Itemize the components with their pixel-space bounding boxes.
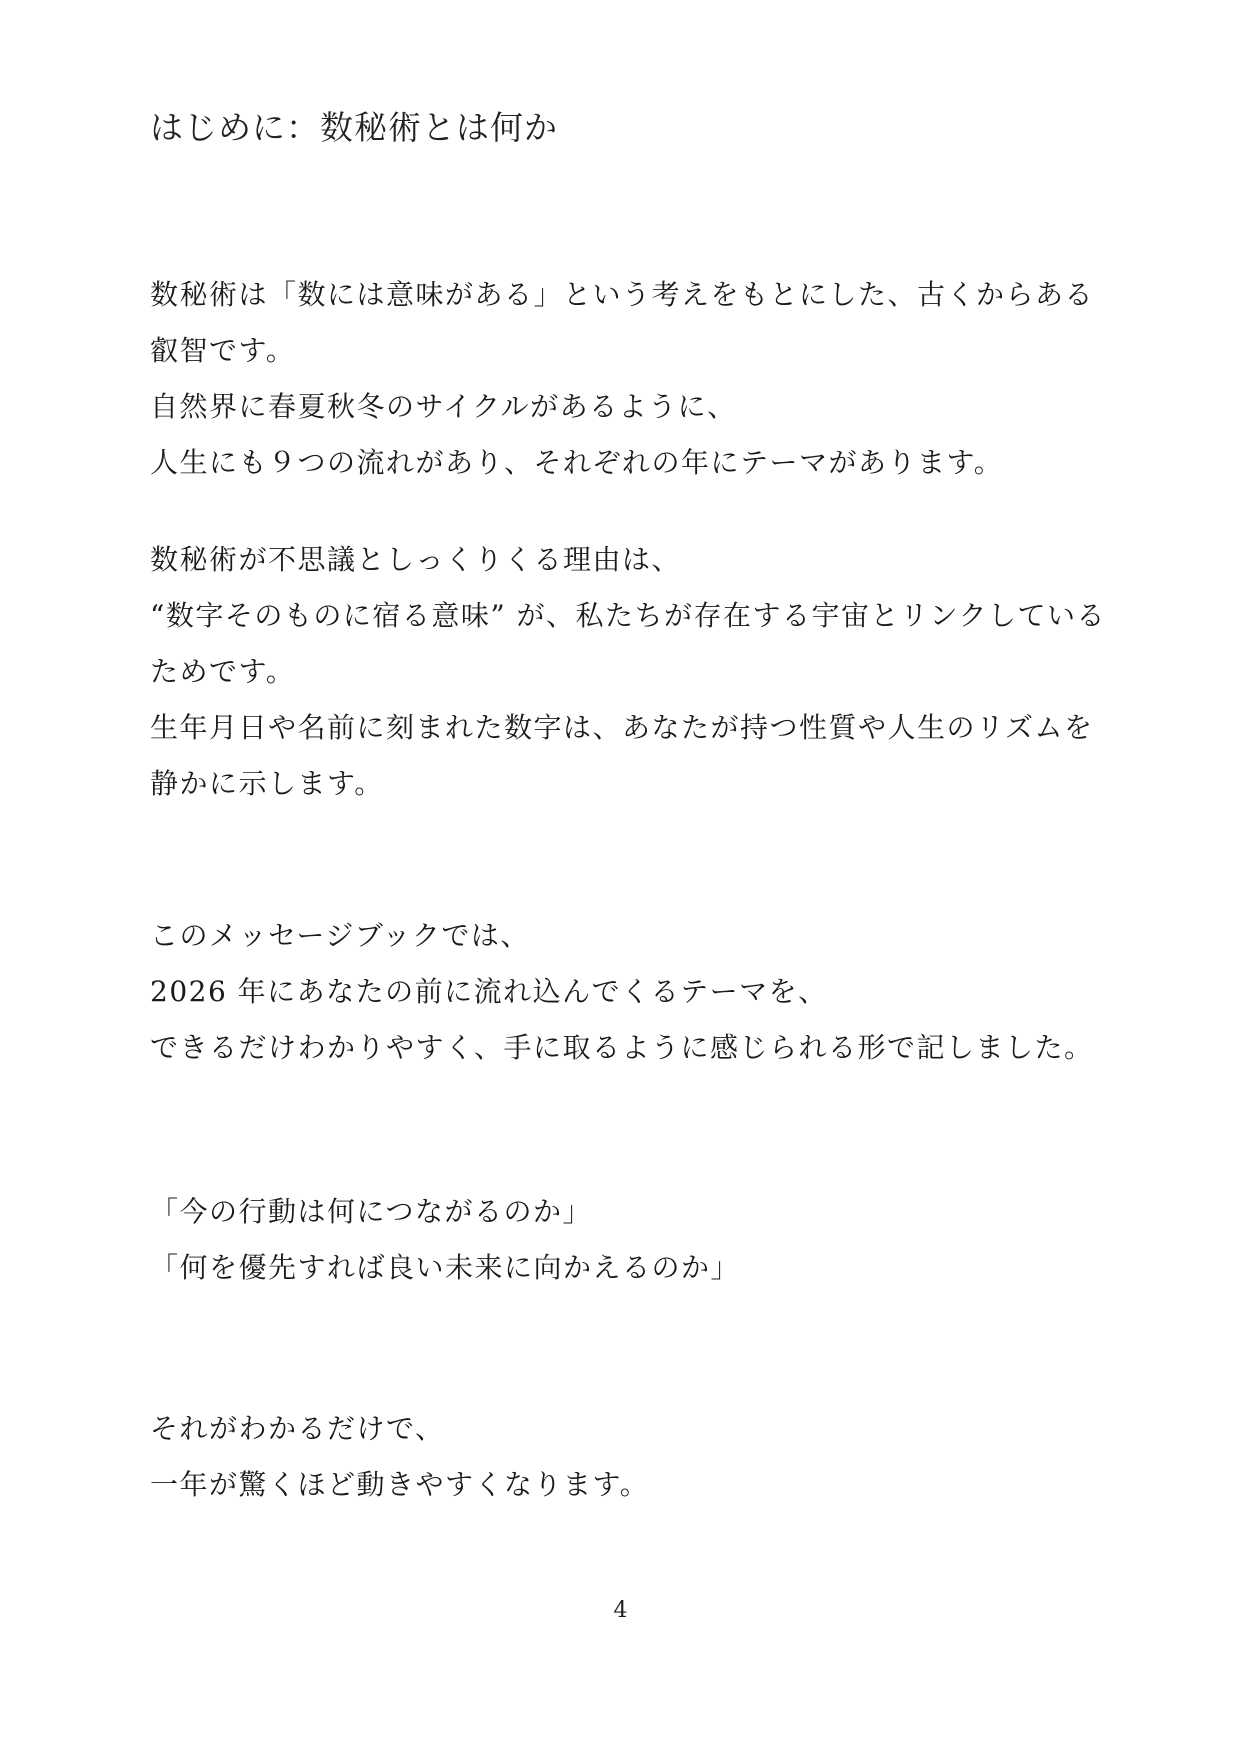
- paragraph-intro: [150, 267, 1110, 491]
- paragraph-reason: [150, 532, 1110, 812]
- text-line: 2026 年にあなたの前に流れ込んでくるテーマを、: [150, 975, 828, 1008]
- text-line: 数秘術が不思議としっくりくる理由は、: [150, 543, 682, 576]
- text-line: このメッセージブックでは、: [150, 919, 530, 952]
- text-line: “数字そのものに宿る意味” が、私たちが存在する宇宙とリンクしている: [150, 599, 1106, 632]
- text-line: ためです。: [150, 655, 296, 688]
- paragraph-closing: [150, 1401, 1110, 1513]
- quote-line: 「今の行動は何につながるのか」: [150, 1195, 592, 1228]
- text-line: 叡智です。: [150, 334, 296, 367]
- text-line: 静かに示します。: [150, 767, 384, 800]
- text-line: 生年月日や名前に刻まれた数字は、あなたが持つ性質や人生のリズムを: [150, 711, 1094, 744]
- text-line: できるだけわかりやすく、手に取るように感じられる形で記しました。: [150, 1031, 1094, 1064]
- quote-line: 「何を優先すれば良い未来に向かえるのか」: [150, 1251, 741, 1284]
- text-line: 数秘術は「数には意味がある」という考えをもとにした、古くからある: [150, 278, 1095, 311]
- page-title: はじめに：数秘術とは何か: [150, 108, 558, 147]
- paragraph-questions: [150, 1184, 1110, 1296]
- text-line: それがわかるだけで、: [150, 1412, 445, 1445]
- paragraph-message-book: [150, 908, 1110, 1076]
- page-number: 4: [613, 1598, 628, 1623]
- text-line: 自然界に春夏秋冬のサイクルがあるように、: [150, 390, 737, 423]
- text-line: 一年が驚くほど動きやすくなります。: [150, 1468, 650, 1501]
- text-line: 人生にも９つの流れがあり、それぞれの年にテーマがあります。: [150, 446, 1004, 479]
